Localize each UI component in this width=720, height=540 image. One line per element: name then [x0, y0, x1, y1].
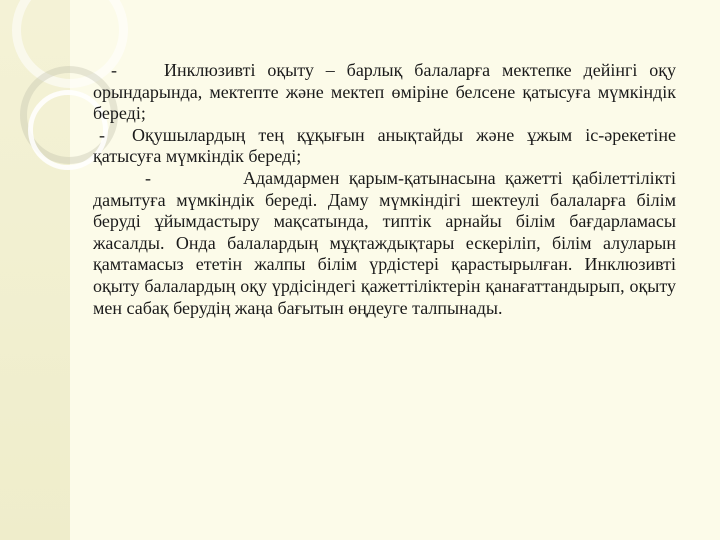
- bullet-dash: -: [145, 167, 151, 188]
- bullet-paragraph-3: [93, 168, 676, 319]
- slide-body: [93, 60, 676, 319]
- paragraph-text: Оқушылардың тең құқығын анықтайды және ұжым іс-әрекетіне қатысуға мүмкіндік береді;: [93, 124, 676, 167]
- bullet-dash: -: [99, 124, 105, 145]
- paragraph-text: Инклюзивті оқыту – барлық балаларға мектепке дейінгі оқу орындарында, мектепте және мектеп өміріне белсене қатысуға мүмкіндік береді;: [93, 60, 676, 124]
- bullet-paragraph-2: [93, 125, 676, 168]
- bullet-dash: -: [111, 60, 117, 80]
- paragraph-text: Адамдармен қарым-қатынасына қажетті қабілеттілікті дамытуға мүмкіндік береді. Даму мүмкіндігі шектеулі балаларға білім беруді ұйымдастыру мақсатында, типтік арнайы білім бағдарламасы жасалды. Онда балалардың мұқтаждықтары ескеріліп, білім алуларын қамтамасыз ететін жалпы білім үрдістері қарастырылған. Инклюзивті оқыту балалардың оқу үрдісіндегі қажеттіліктерін қанағаттандырып, оқыту мен сабақ берудің жаңа бағытын өңдеуге талпынады.: [93, 167, 676, 318]
- bullet-paragraph-1: [93, 60, 676, 125]
